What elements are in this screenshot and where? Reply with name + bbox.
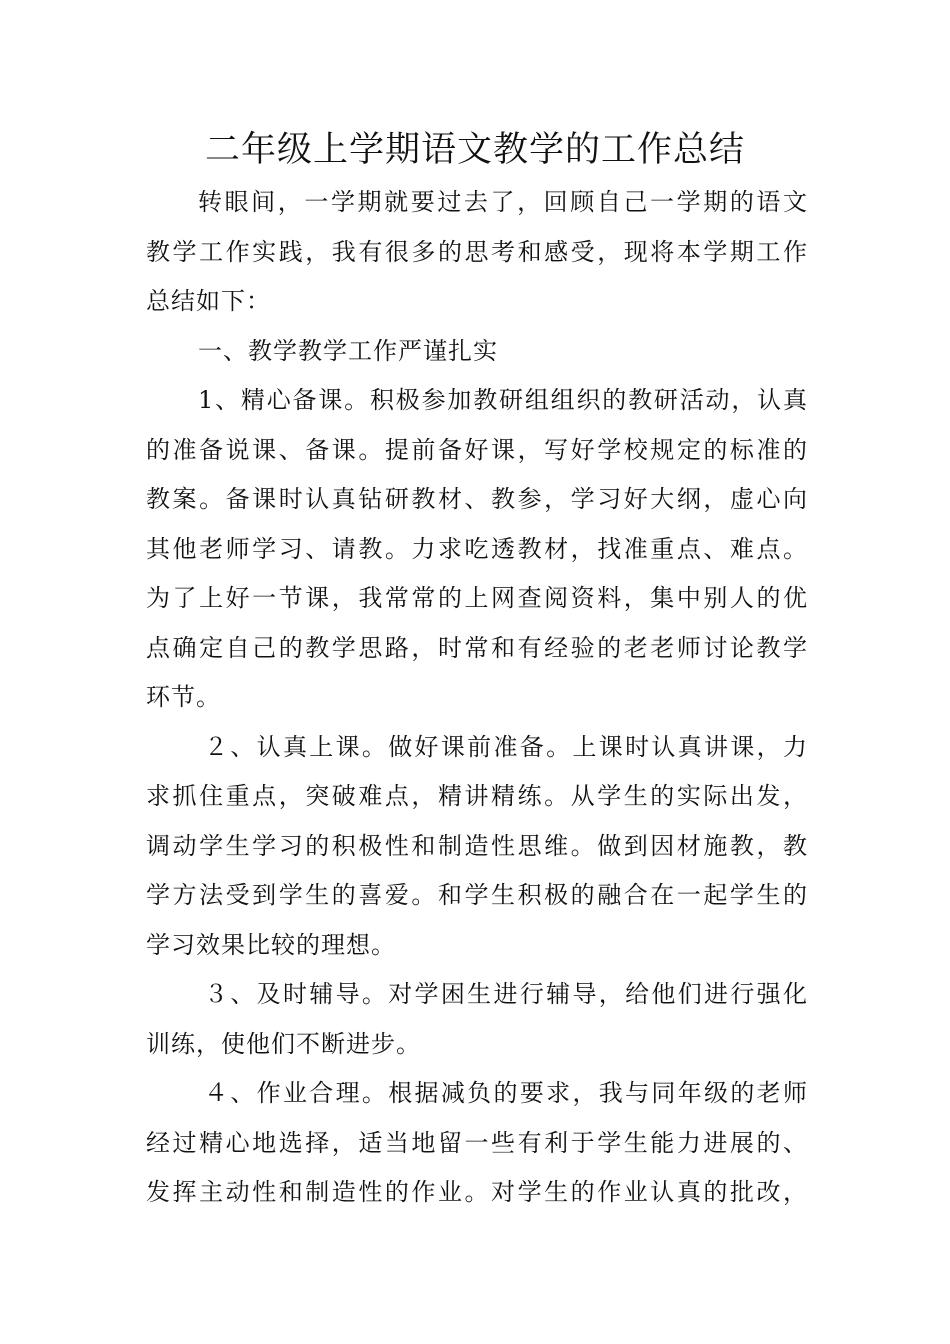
paragraph-line: 总结如下： <box>146 287 271 315</box>
paragraph-line: 转眼间，一学期就要过去了，回顾自己一学期的语文 <box>198 188 808 216</box>
section-heading: 一、教学教学工作严谨扎实 <box>198 336 498 365</box>
paragraph-line: 发挥主动性和制造性的作业。对学生的作业认真的批改， <box>146 1178 808 1206</box>
paragraph-line: 训练，使他们不断进步。 <box>146 1029 421 1058</box>
paragraph-line: 为了上好一节课，我常常的上网查阅资料，集中别人的优 <box>146 584 808 612</box>
paragraph-line: 其他老师学习、请教。力求吃透教材，找准重点、难点。 <box>146 534 808 563</box>
paragraph-line: 1、精心备课。积极参加教研组组织的教研活动，认真 <box>198 386 808 414</box>
paragraph-line: 调动学生学习的积极性和制造性思维。做到因材施教，教 <box>146 831 808 860</box>
paragraph-line: 的准备说课、备课。提前备好课，写好学校规定的标准的 <box>146 435 808 464</box>
paragraph-line: 教案。备课时认真钻研教材、教参，学习好大纲，虚心向 <box>146 485 808 513</box>
paragraph-line: 环节。 <box>146 683 221 711</box>
paragraph-line: ３、及时辅导。对学困生进行辅导，给他们进行强化 <box>204 980 808 1008</box>
paragraph-line: 点确定自己的教学思路，时常和有经验的老老师讨论教学 <box>146 633 808 662</box>
document-body <box>146 178 808 1218</box>
paragraph-line: 学方法受到学生的喜爱。和学生积极的融合在一起学生的 <box>146 881 808 909</box>
paragraph-line: 学习效果比较的理想。 <box>146 930 396 959</box>
document-title: 二年级上学期语文教学的工作总结 <box>204 130 745 170</box>
paragraph-line: 求抓住重点，突破难点，精讲精练。从学生的实际出发， <box>146 782 808 810</box>
paragraph-line: ２、认真上课。做好课前准备。上课时认真讲课，力 <box>204 732 808 761</box>
paragraph-line: ４、作业合理。根据减负的要求，我与同年级的老师 <box>204 1079 808 1107</box>
paragraph-line: 经过精心地选择，适当地留一些有利于学生能力进展的、 <box>146 1128 808 1157</box>
paragraph-line: 教学工作实践，我有很多的思考和感受，现将本学期工作 <box>146 237 808 266</box>
